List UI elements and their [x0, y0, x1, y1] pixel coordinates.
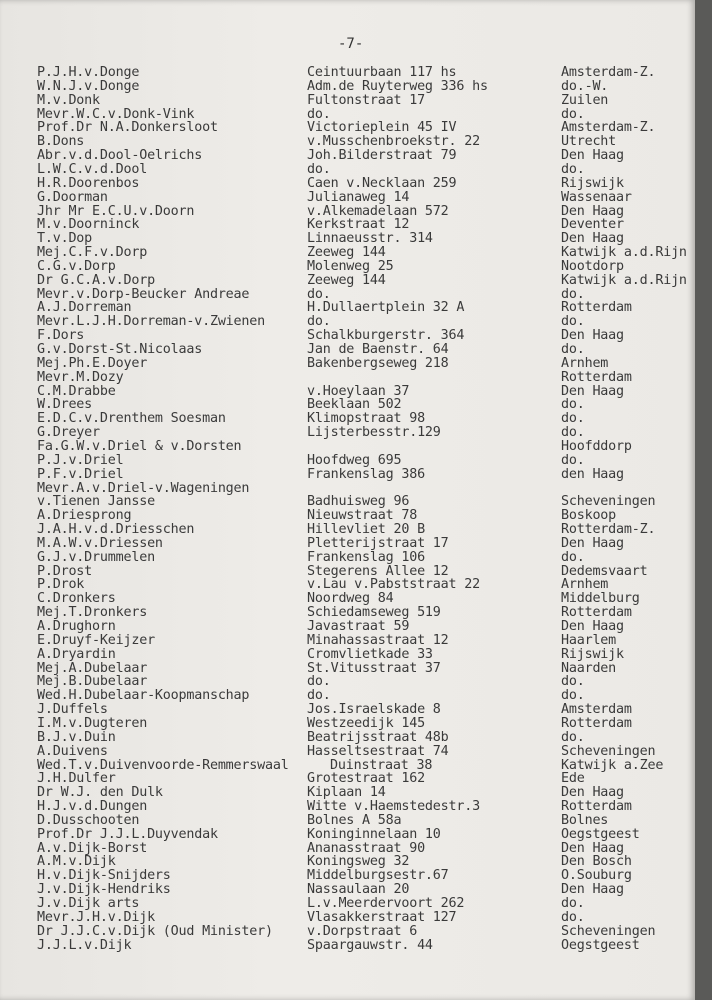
entry-street: Schalkburgerstr. 364	[307, 328, 465, 344]
entry-street: do.	[307, 688, 331, 704]
list-item	[0, 897, 695, 911]
entry-city: Dedemsvaart	[561, 563, 648, 579]
list-item	[0, 634, 695, 648]
entry-name: P.Drost	[37, 563, 93, 579]
list-item	[0, 163, 695, 177]
entry-name: A.Driesprong	[37, 508, 132, 524]
entry-street: Caen v.Necklaan 259	[307, 175, 457, 191]
entry-city: do.	[561, 286, 585, 302]
entry-name: J.J.L.v.Dijk	[37, 937, 132, 953]
entry-city: Amsterdam-Z.	[561, 65, 656, 80]
list-item	[0, 66, 695, 80]
entry-city: Scheveningen	[561, 923, 656, 939]
entry-name: P.J.H.v.Donge	[37, 65, 140, 80]
entry-name: M.v.Doorninck	[37, 217, 140, 233]
entry-city: Rotterdam	[561, 300, 632, 316]
entry-street: Lijsterbesstr.129	[307, 425, 441, 441]
entry-city: do.	[561, 549, 585, 565]
entry-name: Jhr Mr E.C.U.v.Doorn	[37, 203, 195, 219]
entry-city: Oegstgeest	[561, 937, 640, 953]
entry-city: Deventer	[561, 217, 624, 233]
entry-city: do.-W.	[561, 78, 609, 94]
list-item	[0, 94, 695, 108]
list-item	[0, 454, 695, 468]
entry-city: Den Bosch	[561, 854, 632, 870]
entry-name: A.Drughorn	[37, 619, 116, 634]
entry-name: A.M.v.Dijk	[37, 854, 116, 870]
entry-city: O.Souburg	[561, 868, 632, 884]
entry-name: Mej.B.Dubelaar	[37, 674, 148, 690]
entry-name: A.v.Dijk-Borst	[37, 840, 148, 856]
list-item	[0, 620, 695, 634]
entry-city: Amsterdam	[561, 702, 632, 718]
entry-street: Middelburgsestr.67	[307, 868, 449, 884]
entry-name: Prof.Dr J.J.L.Duyvendak	[37, 826, 218, 842]
entry-name: A.Dryardin	[37, 646, 116, 662]
entry-street: Zeeweg 144	[307, 272, 386, 288]
list-item	[0, 939, 695, 953]
entry-city: Den Haag	[561, 619, 624, 634]
entry-city: den Haag	[561, 466, 624, 482]
entry-street: Westzeedijk 145	[307, 715, 425, 731]
entry-name: G.J.v.Drummelen	[37, 549, 155, 565]
list-item	[0, 814, 695, 828]
entry-street: Minahassastraat 12	[307, 632, 449, 648]
entry-street: Frankenslag 386	[307, 466, 425, 482]
entry-city: Ede	[561, 771, 585, 787]
entry-city: do.	[561, 425, 585, 441]
list-item	[0, 191, 695, 205]
entry-city: Katwijk a.Zee	[561, 757, 664, 773]
entry-street: Hillevliet 20 B	[307, 522, 425, 538]
entry-city: Den Haag	[561, 148, 624, 164]
entry-name: Mevr.W.C.v.Donk-Vink	[37, 106, 195, 122]
entry-name: W.Drees	[37, 397, 93, 413]
entry-street: v.Alkemadelaan 572	[307, 203, 449, 219]
entry-street: Jos.Israelskade 8	[307, 702, 441, 718]
entry-city: Rotterdam	[561, 799, 632, 815]
entry-street: Bolnes A 58a	[307, 812, 402, 828]
entry-street: do.	[307, 674, 331, 690]
entry-city: Naarden	[561, 660, 617, 676]
entry-name: P.J.v.Driel	[37, 452, 124, 468]
entry-city: Rotterdam-Z.	[561, 522, 656, 538]
list-item	[0, 426, 695, 440]
list-item	[0, 800, 695, 814]
entry-name: M.A.W.v.Driessen	[37, 535, 163, 551]
entry-name: C.M.Drabbe	[37, 383, 116, 399]
entry-name: J.H.Dulfer	[37, 771, 116, 787]
entry-name: Wed.H.Dubelaar-Koopmanschap	[37, 688, 250, 704]
entry-city: do.	[561, 397, 585, 413]
entry-street: Javastraat 59	[307, 619, 410, 634]
entry-name: J.A.H.v.d.Driesschen	[37, 522, 195, 538]
entry-name: D.Dusschooten	[37, 812, 140, 828]
entry-city: Oegstgeest	[561, 826, 640, 842]
entry-street: Hasseltsestraat 74	[307, 743, 449, 759]
entry-street: Pletterijstraat 17	[307, 535, 449, 551]
entry-name: Dr W.J. den Dulk	[37, 785, 163, 801]
entry-street: Klimopstraat 98	[307, 411, 425, 427]
entry-city: Den Haag	[561, 535, 624, 551]
list-item	[0, 911, 695, 925]
list-item	[0, 648, 695, 662]
entry-city: do.	[561, 411, 585, 427]
entry-city: Katwijk a.d.Rijn	[561, 272, 687, 288]
entry-city: Rijswijk	[561, 646, 624, 662]
entry-street: Zeeweg 144	[307, 245, 386, 261]
list-item	[0, 440, 695, 454]
entry-street: Nassaulaan 20	[307, 882, 410, 898]
entry-street: Beatrijsstraat 48b	[307, 729, 449, 745]
entry-name: P.Drok	[37, 577, 85, 593]
entry-name: W.N.J.v.Donge	[37, 78, 140, 94]
entry-city: Amsterdam-Z.	[561, 120, 656, 136]
entry-city: Scheveningen	[561, 743, 656, 759]
entry-street: Beeklaan 502	[307, 397, 402, 413]
list-item	[0, 260, 695, 274]
entry-name: F.Dors	[37, 328, 85, 344]
entry-city: Utrecht	[561, 134, 617, 150]
entry-street: Cromvlietkade 33	[307, 646, 433, 662]
entry-street: St.Vitusstraat 37	[307, 660, 441, 676]
entry-name: Mej.A.Dubelaar	[37, 660, 148, 676]
entry-city: do.	[561, 729, 585, 745]
entry-name: E.D.C.v.Drenthem Soesman	[37, 411, 226, 427]
entry-name: G.v.Dorst-St.Nicolaas	[37, 342, 203, 357]
entry-city: Den Haag	[561, 203, 624, 219]
entry-city: Den Haag	[561, 785, 624, 801]
list-item	[0, 149, 695, 163]
entry-street: Witte v.Haemstedestr.3	[307, 799, 480, 815]
entry-street: Julianaweg 14	[307, 189, 410, 205]
entry-street: Ananasstraat 90	[307, 840, 425, 856]
entry-street: Duinstraat 38	[330, 757, 433, 773]
entry-city: Haarlem	[561, 632, 617, 648]
entry-name: J.v.Dijk arts	[37, 896, 140, 911]
entry-name: Abr.v.d.Dool-Oelrichs	[37, 148, 203, 164]
list-item	[0, 717, 695, 731]
entry-city: Boskoop	[561, 508, 617, 524]
list-item	[0, 925, 695, 939]
entry-street: Stegerens Allee 12	[307, 563, 449, 579]
entry-street: Spaargauwstr. 44	[307, 937, 433, 953]
entry-street: Schiedamseweg 519	[307, 605, 441, 621]
entry-street: v.Lau v.Pabststraat 22	[307, 577, 480, 593]
entry-name: Mej.Ph.E.Doyer	[37, 355, 148, 371]
list-item	[0, 246, 695, 260]
entry-street: Fultonstraat 17	[307, 92, 425, 108]
entry-name: J.v.Dijk-Hendriks	[37, 882, 171, 898]
entry-name: Mej.C.F.v.Dorp	[37, 245, 148, 261]
entry-street: do.	[307, 286, 331, 302]
entry-name: Mevr.J.H.v.Dijk	[37, 909, 155, 925]
entry-name: Mevr.L.J.H.Dorreman-v.Zwienen	[37, 314, 265, 330]
entry-name: C.Dronkers	[37, 591, 116, 607]
entry-street: Adm.de Ruyterweg 336 hs	[307, 78, 488, 94]
list-item	[0, 828, 695, 842]
entry-street: v.Musschenbroekstr. 22	[307, 134, 480, 150]
list-item	[0, 551, 695, 565]
entry-street: Jan de Baenstr. 64	[307, 342, 449, 357]
entry-city: do.	[561, 896, 585, 911]
entry-city: do.	[561, 314, 585, 330]
entry-city: do.	[561, 106, 585, 122]
entry-city: Rotterdam	[561, 605, 632, 621]
list-item	[0, 357, 695, 371]
entry-street: Molenweg 25	[307, 258, 394, 274]
entry-name: C.G.v.Dorp	[37, 258, 116, 274]
entry-name: A.J.Dorreman	[37, 300, 132, 316]
entry-name: J.Duffels	[37, 702, 108, 718]
entry-name: I.M.v.Dugteren	[37, 715, 148, 731]
entry-name: E.Druyf-Keijzer	[37, 632, 155, 648]
entry-city: Zuilen	[561, 92, 609, 108]
entry-name: H.R.Doorenbos	[37, 175, 140, 191]
entry-city: Bolnes	[561, 812, 609, 828]
entry-name: Mej.T.Dronkers	[37, 605, 148, 621]
entry-name: B.Dons	[37, 134, 85, 150]
entry-name: Fa.G.W.v.Driel & v.Dorsten	[37, 438, 242, 454]
entry-name: M.v.Donk	[37, 92, 100, 108]
entry-city: Den Haag	[561, 328, 624, 344]
entry-name: Wed.T.v.Duivenvoorde-Remmerswaal	[37, 757, 289, 773]
entry-name: P.F.v.Driel	[37, 466, 124, 482]
list-item	[0, 343, 695, 357]
entry-city: do.	[561, 674, 585, 690]
entry-city: do.	[561, 161, 585, 177]
entry-city: Rijswijk	[561, 175, 624, 191]
entry-city: Rotterdam	[561, 369, 632, 385]
entry-street: Victorieplein 45 IV	[307, 120, 457, 136]
entry-street: Badhuisweg 96	[307, 494, 410, 510]
entry-name: Mevr.A.v.Driel-v.Wageningen	[37, 480, 250, 496]
entry-street: Koninginnelaan 10	[307, 826, 441, 842]
entry-city: do.	[561, 909, 585, 925]
entry-city: Arnhem	[561, 577, 609, 593]
entry-name: G.Dreyer	[37, 425, 100, 441]
entry-city: do.	[561, 452, 585, 468]
entry-street: v.Dorpstraat 6	[307, 923, 418, 939]
entry-street: H.Dullaertplein 32 A	[307, 300, 465, 316]
entry-street: L.v.Meerdervoort 262	[307, 896, 465, 911]
list-item	[0, 731, 695, 745]
entry-street: Kiplaan 14	[307, 785, 386, 801]
list-item	[0, 523, 695, 537]
entry-name: L.W.C.v.d.Dool	[37, 161, 148, 177]
entry-name: B.J.v.Duin	[37, 729, 116, 745]
entry-city: Hoofddorp	[561, 438, 632, 454]
entry-street: Nieuwstraat 78	[307, 508, 418, 524]
entry-city: do.	[561, 688, 585, 704]
entry-name: Mevr.M.Dozy	[37, 369, 124, 385]
entry-city: Den Haag	[561, 882, 624, 898]
entry-name: Dr G.C.A.v.Dorp	[37, 272, 155, 288]
entry-city: Den Haag	[561, 840, 624, 856]
entry-city: Wassenaar	[561, 189, 632, 205]
entry-city: do.	[561, 342, 585, 357]
entry-city: Scheveningen	[561, 494, 656, 510]
list-item	[0, 177, 695, 191]
list-item	[0, 80, 695, 94]
list-item	[0, 371, 695, 385]
entry-street: Grotestraat 162	[307, 771, 425, 787]
entry-city: Den Haag	[561, 231, 624, 247]
entry-city: Nootdorp	[561, 258, 624, 274]
entry-street: Bakenbergseweg 218	[307, 355, 449, 371]
list-item	[0, 745, 695, 759]
entry-street: do.	[307, 161, 331, 177]
entry-name: H.J.v.d.Dungen	[37, 799, 148, 815]
entry-street: Kerkstraat 12	[307, 217, 410, 233]
entry-name: A.Duivens	[37, 743, 108, 759]
page-number: -7-	[338, 36, 364, 52]
entry-street: Frankenslag 106	[307, 549, 425, 565]
entry-name: v.Tienen Jansse	[37, 494, 155, 510]
entry-street: do.	[307, 106, 331, 122]
entry-name: G.Doorman	[37, 189, 108, 205]
entry-name: Mevr.v.Dorp-Beucker Andreae	[37, 286, 250, 302]
entry-city: Arnhem	[561, 355, 609, 371]
entry-city: Den Haag	[561, 383, 624, 399]
list-item	[0, 537, 695, 551]
entry-street: Linnaeusstr. 314	[307, 231, 433, 247]
entry-street: do.	[307, 314, 331, 330]
entry-street: Koningsweg 32	[307, 854, 410, 870]
entry-name: H.v.Dijk-Snijders	[37, 868, 171, 884]
entry-street: Vlasakkerstraat 127	[307, 909, 457, 925]
list-item	[0, 468, 695, 482]
entry-street: v.Hoeylaan 37	[307, 383, 410, 399]
entry-street: Ceintuurbaan 117 hs	[307, 65, 457, 80]
entry-city: Middelburg	[561, 591, 640, 607]
entry-city: Rotterdam	[561, 715, 632, 731]
entry-street: Noordweg 84	[307, 591, 394, 607]
entry-city: Katwijk a.d.Rijn	[561, 245, 687, 261]
entry-name: T.v.Dop	[37, 231, 93, 247]
list-item	[0, 703, 695, 717]
entry-name: Prof.Dr N.A.Donkersloot	[37, 120, 218, 136]
entry-street: Joh.Bilderstraat 79	[307, 148, 457, 164]
entry-name: Dr J.J.C.v.Dijk (Oud Minister)	[37, 923, 273, 939]
entry-street: Hoofdweg 695	[307, 452, 402, 468]
list-item	[0, 274, 695, 288]
